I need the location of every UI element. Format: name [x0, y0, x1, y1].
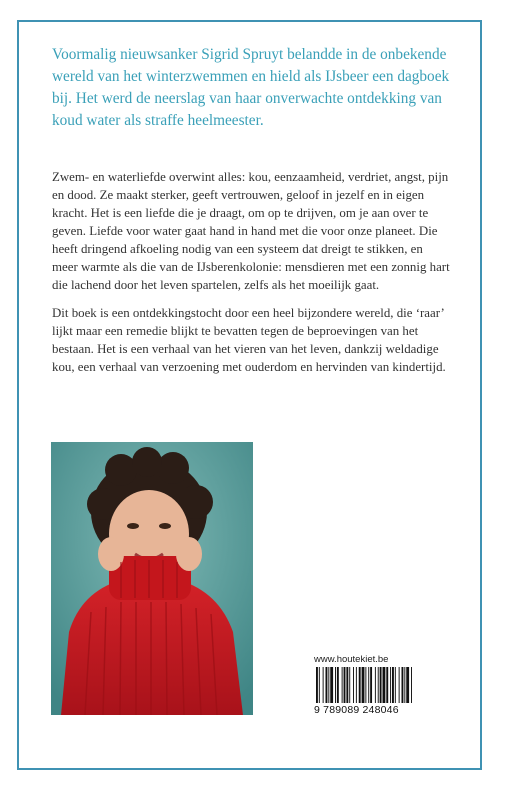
barcode-bar — [370, 667, 372, 703]
intro-text: Voormalig nieuwsanker Sigrid Spruyt belandde in de onbekende wereld van het winterzwemmen en hield als IJsbeer een dagboek bij. Het werd de neerslag van haar onverwachte ontdekking van koud water als straffe heelmeester. — [52, 46, 450, 129]
barcode-bar — [368, 667, 369, 703]
barcode-bar — [356, 667, 357, 703]
isbn-number: 9 789089 248046 — [314, 704, 399, 716]
barcode-bar — [378, 667, 379, 703]
isbn-barcode — [314, 667, 414, 705]
barcode-bar — [380, 667, 382, 703]
barcode-bar — [365, 667, 366, 703]
barcode-bar — [375, 667, 376, 703]
barcode-bar — [344, 667, 346, 703]
barcode-bar — [386, 667, 388, 703]
barcode-bar — [323, 667, 324, 703]
barcode-bar — [319, 667, 320, 703]
barcode-bar — [392, 667, 394, 703]
barcode-bar — [337, 667, 339, 703]
barcode-bar — [399, 667, 400, 703]
author-portrait-illustration — [51, 442, 253, 715]
barcode-bar — [411, 667, 412, 703]
body-paragraph-1: Zwem- en waterliefde overwint alles: kou, eenzaamheid, verdriet, angst, pijn en dood. Ze maakt sterker, geeft vertrouwen, geloof in jezelf en in eigen kracht. Het is een liefde die je draagt, om op te drijven, om je aan over te geven. Liefde voor water gaat hand in hand met die voor onze planeet. Die heeft dringend afkoeling nodig van een systeem dat dreigt te stikken, en meer warmte als die van de IJsberenkolonie: mensdieren met een zonnig hart die lachend door het leven spartelen, zelfs als het moeilijk gaat. — [52, 170, 450, 292]
author-photo — [51, 442, 253, 715]
barcode-bar — [346, 667, 348, 703]
barcode-bar — [353, 667, 354, 703]
barcode-bar — [359, 667, 361, 703]
body-paragraph-2: Dit boek is een ontdekkingstocht door een heel bijzondere wereld, die ‘raar’ lijkt maar een remedie blijkt te bevatten tegen de beproevingen van het bestaan. Het is een verhaal van het vieren van het leven, dankzij weldadige kou, een verhaal van verzoening met ouderdom en hervinden van kindertijd. — [52, 306, 446, 374]
barcode-bar — [404, 667, 405, 703]
barcode-bar — [406, 667, 409, 703]
barcode-bar — [362, 667, 365, 703]
barcode-bar — [402, 667, 404, 703]
barcode-bar — [335, 667, 336, 703]
barcode-bar — [316, 667, 318, 703]
barcode-bar — [383, 667, 386, 703]
barcode-bar — [395, 667, 396, 703]
barcode-bar — [390, 667, 391, 703]
barcode-bar — [328, 667, 329, 703]
barcode-bar — [342, 667, 343, 703]
barcode-bar — [349, 667, 350, 703]
barcode-bar — [330, 667, 333, 703]
barcode-block — [314, 654, 414, 716]
barcode-bar — [326, 667, 328, 703]
publisher-website: www.houtekiet.be — [314, 654, 389, 665]
